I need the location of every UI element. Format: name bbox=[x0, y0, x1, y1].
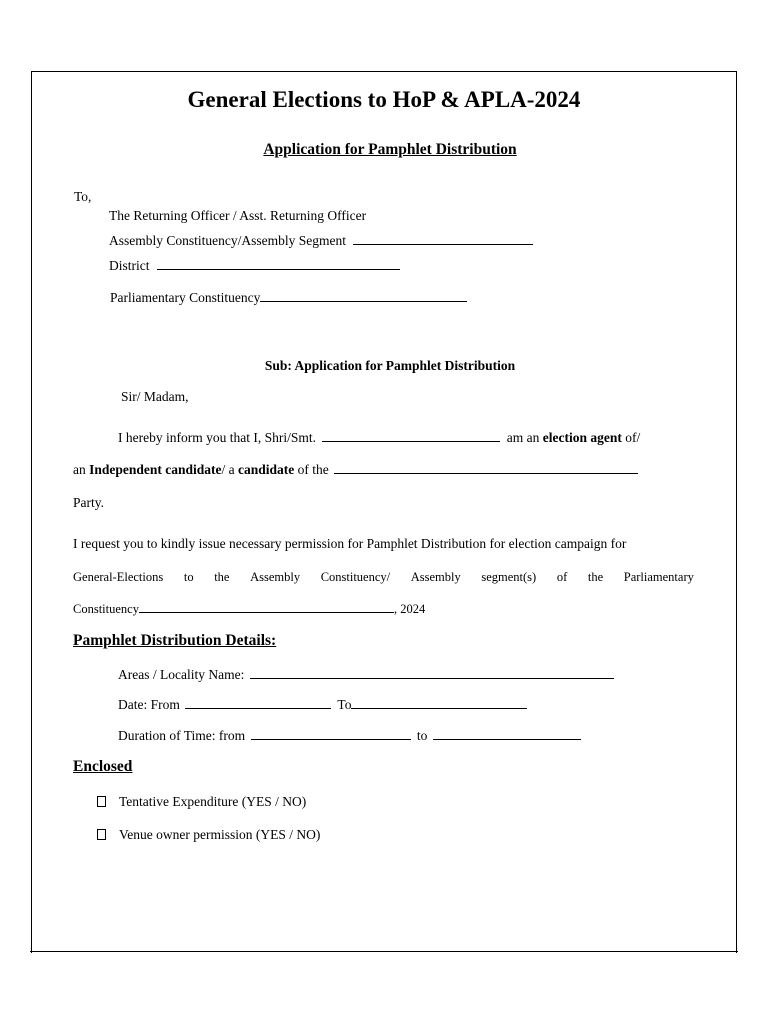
subject-line: Sub: Application for Pamphlet Distribution bbox=[264, 358, 516, 373]
p1-text-c: of/ bbox=[625, 430, 641, 445]
date-from-blank[interactable] bbox=[185, 696, 331, 709]
address-to: To, bbox=[74, 189, 92, 204]
constituency-label: Assembly Constituency/Assembly Segment bbox=[109, 233, 346, 248]
date-from-label: Date: From bbox=[118, 697, 180, 712]
document-title: General Elections to HoP & APLA-2024 bbox=[187, 87, 581, 112]
p1-text-b: am an bbox=[506, 430, 540, 445]
enclosed-heading: Enclosed bbox=[73, 758, 133, 775]
body-paragraph-3: Party. bbox=[73, 495, 104, 510]
p6-text-a: Constituency bbox=[73, 602, 139, 616]
body-paragraph-1 bbox=[118, 429, 640, 446]
parliamentary-blank[interactable] bbox=[260, 289, 467, 302]
parliamentary-label: Parliamentary Constituency bbox=[110, 290, 261, 305]
p2-text-c: of the bbox=[297, 462, 329, 477]
body-paragraph-5 bbox=[73, 569, 694, 585]
duration-to-blank[interactable] bbox=[433, 727, 581, 740]
address-line-district bbox=[109, 257, 400, 274]
p2-text-a: an bbox=[73, 462, 86, 477]
p5-word: the bbox=[587, 570, 604, 584]
p2-bold-candidate: candidate bbox=[238, 462, 295, 477]
enclosed-item-expenditure bbox=[97, 794, 306, 810]
p2-bold-independent: Independent candidate bbox=[89, 462, 222, 477]
body-paragraph-4: I request you to kindly issue necessary permission for Pamphlet Distribution for election campaign for bbox=[73, 536, 627, 551]
enclosed-item-label: Tentative Expenditure (YES / NO) bbox=[119, 794, 307, 809]
p5-word: the bbox=[214, 570, 230, 584]
p6-text-b: , 2024 bbox=[393, 602, 426, 616]
date-to-label: To bbox=[337, 697, 352, 712]
district-blank[interactable] bbox=[157, 257, 400, 270]
p5-word: Assembly bbox=[410, 570, 461, 584]
district-label: District bbox=[109, 258, 150, 273]
address-line-parliamentary bbox=[110, 289, 467, 306]
document-bottom-rule bbox=[30, 951, 738, 952]
name-blank[interactable] bbox=[322, 429, 500, 442]
areas-blank[interactable] bbox=[250, 666, 614, 679]
address-line-constituency bbox=[109, 232, 533, 249]
p5-word: segment(s) bbox=[481, 570, 537, 584]
duration-from-label: Duration of Time: from bbox=[118, 728, 246, 743]
p5-word: Parliamentary bbox=[623, 570, 694, 584]
checkbox-icon[interactable] bbox=[97, 796, 106, 807]
p5-word: Assembly bbox=[250, 570, 301, 584]
date-to-blank[interactable] bbox=[351, 696, 527, 709]
p5-word: General-Elections bbox=[73, 570, 164, 584]
constituency-year-blank[interactable] bbox=[139, 600, 394, 613]
p5-word: Constituency/ bbox=[320, 570, 391, 584]
areas-row bbox=[118, 666, 614, 683]
document-border bbox=[31, 71, 737, 953]
p1-bold-election-agent: election agent bbox=[542, 430, 622, 445]
body-paragraph-6 bbox=[73, 600, 425, 617]
p1-text-a: I hereby inform you that I, Shri/Smt. bbox=[118, 430, 316, 445]
constituency-blank[interactable] bbox=[353, 232, 533, 245]
body-paragraph-2 bbox=[73, 461, 638, 478]
duration-row bbox=[118, 727, 581, 744]
p5-word: of bbox=[556, 570, 568, 584]
duration-to-label: to bbox=[416, 728, 428, 743]
p2-text-b: / a bbox=[221, 462, 235, 477]
enclosed-item-venue bbox=[97, 827, 320, 843]
details-heading: Pamphlet Distribution Details: bbox=[73, 632, 277, 649]
checkbox-icon[interactable] bbox=[97, 829, 106, 840]
salutation: Sir/ Madam, bbox=[121, 389, 189, 404]
areas-label: Areas / Locality Name: bbox=[118, 667, 245, 682]
party-blank[interactable] bbox=[334, 461, 638, 474]
document-subtitle: Application for Pamphlet Distribution bbox=[263, 141, 517, 158]
date-row bbox=[118, 696, 527, 713]
enclosed-item-label: Venue owner permission (YES / NO) bbox=[119, 827, 321, 842]
duration-from-blank[interactable] bbox=[251, 727, 411, 740]
address-line-officer: The Returning Officer / Asst. Returning Officer bbox=[109, 208, 367, 223]
p5-word: to bbox=[183, 570, 194, 584]
